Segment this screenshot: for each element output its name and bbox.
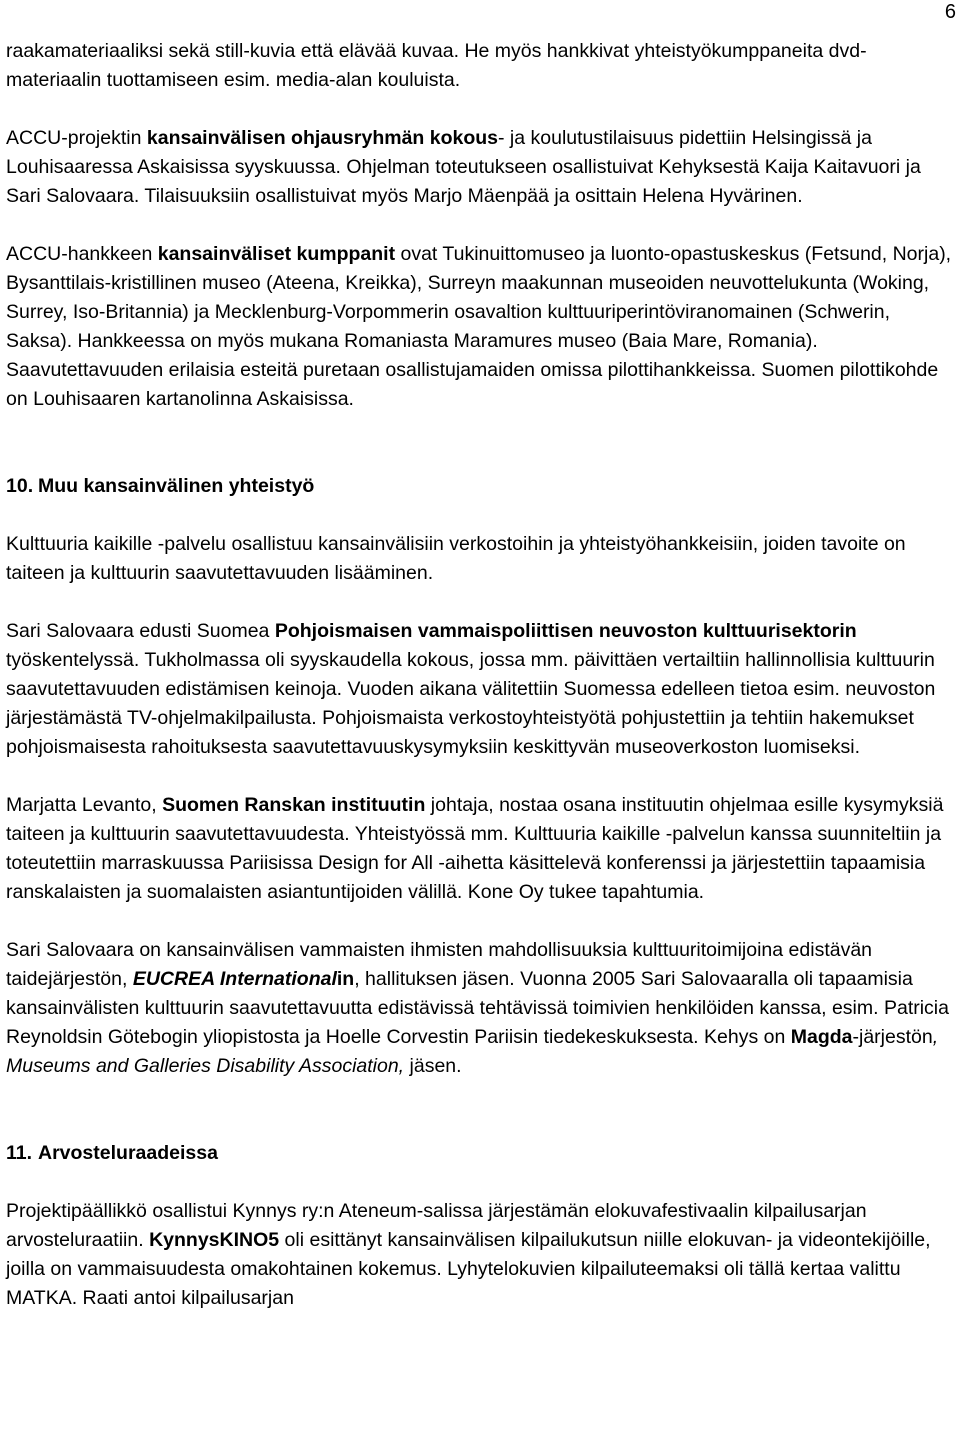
page-number: 6 — [944, 1, 956, 23]
paragraph-dvd-materials — [6, 37, 952, 95]
paragraph-accu-partners — [6, 240, 952, 414]
text-run: työskentelyssä. Tukholmassa oli syyskaudella kokous, jossa mm. päivittäen vertailtiin hallinnollisia kulttuurin saavutettavuuden edistämisen keinoja. Vuoden aikana välitettiin Suomessa edelleen tietoa esim. neuvoston järjestämästä TV-ohjelmakilpailusta. Pohjoismaista verkostoyhteistyötä pohjustettiin ja tehtiin hakemukset pohjoismaisesta rahoituksesta saavutettavuuskysymyksiin keskittyvän museoverkoston luomiseksi. — [6, 649, 936, 758]
emphasis-eucrea: EUCREA International — [132, 968, 337, 990]
text-run: Sari Salovaara edusti Suomea — [6, 620, 275, 642]
text-run: ACCU-projektin — [6, 127, 147, 149]
emphasis-steering-group-meeting: kansainvälisen ohjausryhmän kokous — [146, 127, 499, 149]
section-title: Arvosteluraadeissa — [38, 1142, 218, 1164]
text-run: jäsen. — [404, 1055, 462, 1077]
paragraph-accu-steering-group — [6, 124, 952, 211]
text-run: johtaja, nostaa osana instituutin ohjelmaa esille kysymyksiä taiteen ja kulttuurin saavutettavuudesta. Yhteistyössä mm. Kulttuuria kaikille -palvelun kanssa suunniteltiin ja toteutettiin marraskuussa Pariisissa Design for All -aihetta käsittelevä konferenssi ja järjestettiin tapaamisia ranskalaisten ja suomalaisten asiantuntijoiden välillä. Kone Oy tukee tapahtumia. — [6, 794, 944, 903]
section-heading-10 — [6, 472, 952, 501]
text-run: , hallituksen jäsen. Vuonna 2005 Sari Salovaaralla oli tapaamisia kansainvälisten kulttuurin saavutettavuutta edistävissä tehtävissä toimivien henkilöiden kanssa, esim. Patricia Reynoldsin Götebogin yliopistosta ja Hoelle Corvestin Pariisin tiedekeskuksesta. Kehys on — [6, 968, 949, 1048]
paragraph-eucrea — [6, 936, 952, 1081]
paragraph-finnish-institute — [6, 791, 952, 907]
emphasis-kynnyskino: KynnysKINO5 — [149, 1229, 280, 1251]
text-run: oli esittänyt kansainvälisen kilpailukutsun niille elokuvan- ja videontekijöille, joilla on vammaisuudesta omakohtainen kokemus. Lyhytelokuvien kilpailuteemaksi oli tällä kertaa valittu MATKA. Raati antoi kilpailusarjan — [6, 1229, 931, 1309]
text-run: -järjestön — [852, 1026, 933, 1048]
paragraph-international-networks — [6, 530, 952, 588]
section-title: Muu kansainvälinen yhteistyö — [38, 475, 315, 497]
emphasis-finnish-institute: Suomen Ranskan instituutin — [162, 794, 426, 816]
text-run: ovat Tukinuittomuseo ja luonto-opastuskeskus (Fetsund, Norja), Bysanttilais-kristillinen museo (Ateena, Kreikka), Surreyn maakunnan museoiden neuvottelukunta (Woking, Surrey, Iso-Britannia) ja Mecklenburg-Vorpommerin osavaltion kulttuuriperintöviranomainen (Schwerin, Saksa). Hankkeessa on myös mukana Romaniasta Maramures museo (Baia Mare, Romania). Saavutettavuuden erilaisia esteitä puretaan osallistujamaiden omissa pilottihankkeissa. Suomen pilottikohde on Louhisaaren kartanolinna Askaisissa. — [6, 243, 952, 410]
text-run: Sari Salovaara on kansainvälisen vammaisten ihmisten mahdollisuuksia kulttuuritoimijoina edistävän taidejärjestön, — [6, 939, 873, 990]
text-run: - ja koulutustilaisuus pidettiin Helsingissä ja Louhisaaressa Askaisissa syyskuussa. Ohjelman toteutukseen osallistuivat Kehyksestä Kaija Kaitavuori ja Sari Salovaara. Tilaisuuksiin osallistuivat myös Marjo Mäenpää ja osittain Helena Hyvärinen. — [6, 127, 921, 207]
document-body — [6, 37, 952, 1313]
emphasis-nordic-council: Pohjoismaisen vammaispoliittisen neuvoston kulttuurisektorin — [274, 620, 857, 642]
emphasis-eucrea-suffix: in — [336, 968, 355, 990]
emphasis-magda: Magda — [790, 1026, 853, 1048]
section-heading-11 — [6, 1139, 952, 1168]
section-number: 11. — [6, 1142, 33, 1164]
paragraph-nordic-council — [6, 617, 952, 762]
emphasis-international-partners: kansainväliset kumppanit — [157, 243, 396, 265]
emphasis-magda-full-name: , Museums and Galleries Disability Association, — [6, 1026, 939, 1077]
text-run: ACCU-hankkeen — [6, 243, 158, 265]
text-run: Kulttuuria kaikille -palvelu osallistuu kansainvälisiin verkostoihin ja yhteistyöhankkeisiin, joiden tavoite on taiteen ja kulttuurin saavutettavuuden lisääminen. — [6, 533, 906, 584]
text-run: raakamateriaaliksi sekä still-kuvia että elävää kuvaa. He myös hankkivat yhteistyökumppaneita dvd-materiaalin tuottamiseen esim. media-alan kouluista. — [6, 40, 867, 91]
paragraph-kynnyskino — [6, 1197, 952, 1313]
text-run: Projektipäällikkö osallistui Kynnys ry:n Ateneum-salissa järjestämän elokuvafestivaalin kilpailusarjan arvosteluraatiin. — [6, 1200, 867, 1251]
text-run: Marjatta Levanto, — [6, 794, 163, 816]
section-number: 10. — [6, 475, 34, 497]
